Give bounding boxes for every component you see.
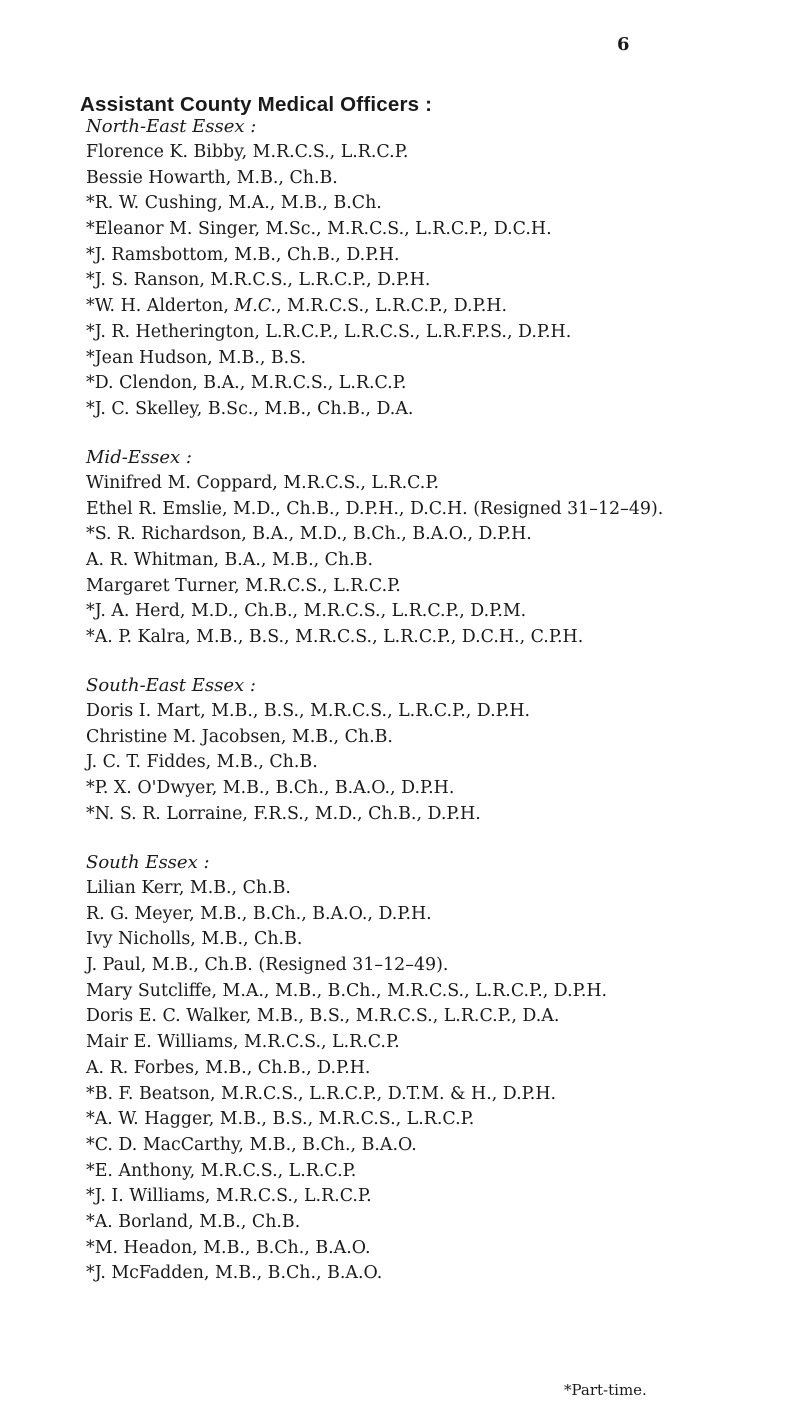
entry-list xyxy=(86,699,530,827)
list-item: *P. X. O'Dwyer, M.B., B.Ch., B.A.O., D.P.H. xyxy=(86,778,455,799)
entry-list xyxy=(86,140,571,423)
list-item: Doris E. C. Walker, M.B., B.S., M.R.C.S., L.R.C.P., D.A. xyxy=(86,1006,560,1027)
list-item: *C. D. MacCarthy, M.B., B.Ch., B.A.O. xyxy=(86,1134,417,1155)
section-heading: South-East Essex : xyxy=(86,675,256,696)
list-item: *A. Borland, M.B., Ch.B. xyxy=(86,1211,301,1232)
section-south-east-essex xyxy=(86,672,530,827)
section-heading: Mid-Essex : xyxy=(86,447,192,468)
section-heading: South Essex : xyxy=(86,852,210,873)
list-item: Mair E. Williams, M.R.C.S., L.R.C.P. xyxy=(86,1032,400,1053)
list-item: *E. Anthony, M.R.C.S., L.R.C.P. xyxy=(86,1160,357,1181)
list-item: *Jean Hudson, M.B., B.S. xyxy=(86,347,307,368)
main-heading: Assistant County Medical Officers : xyxy=(80,93,433,116)
list-item: A. R. Whitman, B.A., M.B., Ch.B. xyxy=(86,550,373,571)
list-item: *J. Ramsbottom, M.B., Ch.B., D.P.H. xyxy=(86,244,400,265)
footnote: *Part-time. xyxy=(564,1381,647,1399)
list-item: *D. Clendon, B.A., M.R.C.S., L.R.C.P. xyxy=(86,373,407,394)
list-item: *J. S. Ranson, M.R.C.S., L.R.C.P., D.P.H. xyxy=(86,270,431,291)
list-item: *N. S. R. Lorraine, F.R.S., M.D., Ch.B., D.P.H. xyxy=(86,803,481,824)
list-item: Lilian Kerr, M.B., Ch.B. xyxy=(86,878,291,898)
list-item: *M. Headon, M.B., B.Ch., B.A.O. xyxy=(86,1237,371,1258)
entry-list xyxy=(86,876,607,1287)
list-item: *J. C. Skelley, B.Sc., M.B., Ch.B., D.A. xyxy=(86,398,414,419)
list-item: Margaret Turner, M.R.C.S., L.R.C.P. xyxy=(86,575,401,596)
section-north-east-essex xyxy=(86,113,571,423)
list-item: Christine M. Jacobsen, M.B., Ch.B. xyxy=(86,726,393,747)
list-item: Doris I. Mart, M.B., B.S., M.R.C.S., L.R.C.P., D.P.H. xyxy=(86,701,531,721)
section-mid-essex xyxy=(86,444,663,651)
list-item: A. R. Forbes, M.B., Ch.B., D.P.H. xyxy=(86,1057,371,1078)
entry-list xyxy=(86,471,663,651)
page-number: 6 xyxy=(617,34,630,55)
list-item: *R. W. Cushing, M.A., M.B., B.Ch. xyxy=(86,193,382,214)
list-item: J. Paul, M.B., Ch.B. (Resigned 31–12–49). xyxy=(86,955,449,976)
list-item: *B. F. Beatson, M.R.C.S., L.R.C.P., D.T.M. & H., D.P.H. xyxy=(86,1083,557,1104)
list-item: *W. H. Alderton, M.C., M.R.C.S., L.R.C.P., D.P.H. xyxy=(86,296,507,317)
list-item: Mary Sutcliffe, M.A., M.B., B.Ch., M.R.C.S., L.R.C.P., D.P.H. xyxy=(86,980,608,1001)
list-item: Bessie Howarth, M.B., Ch.B. xyxy=(86,167,338,188)
list-item: J. C. T. Fiddes, M.B., Ch.B. xyxy=(86,752,318,773)
section-heading: North-East Essex : xyxy=(86,116,257,137)
list-item: *A. P. Kalra, M.B., B.S., M.R.C.S., L.R.C.P., D.C.H., C.P.H. xyxy=(86,627,584,648)
list-item: *S. R. Richardson, B.A., M.D., B.Ch., B.A.O., D.P.H. xyxy=(86,524,532,545)
list-item: *J. R. Hetherington, L.R.C.P., L.R.C.S., L.R.F.P.S., D.P.H. xyxy=(86,321,572,342)
list-item: *Eleanor M. Singer, M.Sc., M.R.C.S., L.R.C.P., D.C.H. xyxy=(86,219,552,240)
list-item: Ivy Nicholls, M.B., Ch.B. xyxy=(86,929,303,950)
list-item: R. G. Meyer, M.B., B.Ch., B.A.O., D.P.H. xyxy=(86,903,432,924)
list-item: *J. A. Herd, M.D., Ch.B., M.R.C.S., L.R.C.P., D.P.M. xyxy=(86,601,527,622)
list-item: *J. McFadden, M.B., B.Ch., B.A.O. xyxy=(86,1263,383,1284)
list-item: Florence K. Bibby, M.R.C.S., L.R.C.P. xyxy=(86,142,409,162)
list-item: *A. W. Hagger, M.B., B.S., M.R.C.S., L.R.C.P. xyxy=(86,1109,475,1130)
list-item: Ethel R. Emslie, M.D., Ch.B., D.P.H., D.C.H. (Resigned 31–12–49). xyxy=(86,498,664,519)
list-item: *J. I. Williams, M.R.C.S., L.R.C.P. xyxy=(86,1186,372,1207)
list-item: Winifred M. Coppard, M.R.C.S., L.R.C.P. xyxy=(86,473,440,493)
section-south-essex xyxy=(86,849,607,1287)
